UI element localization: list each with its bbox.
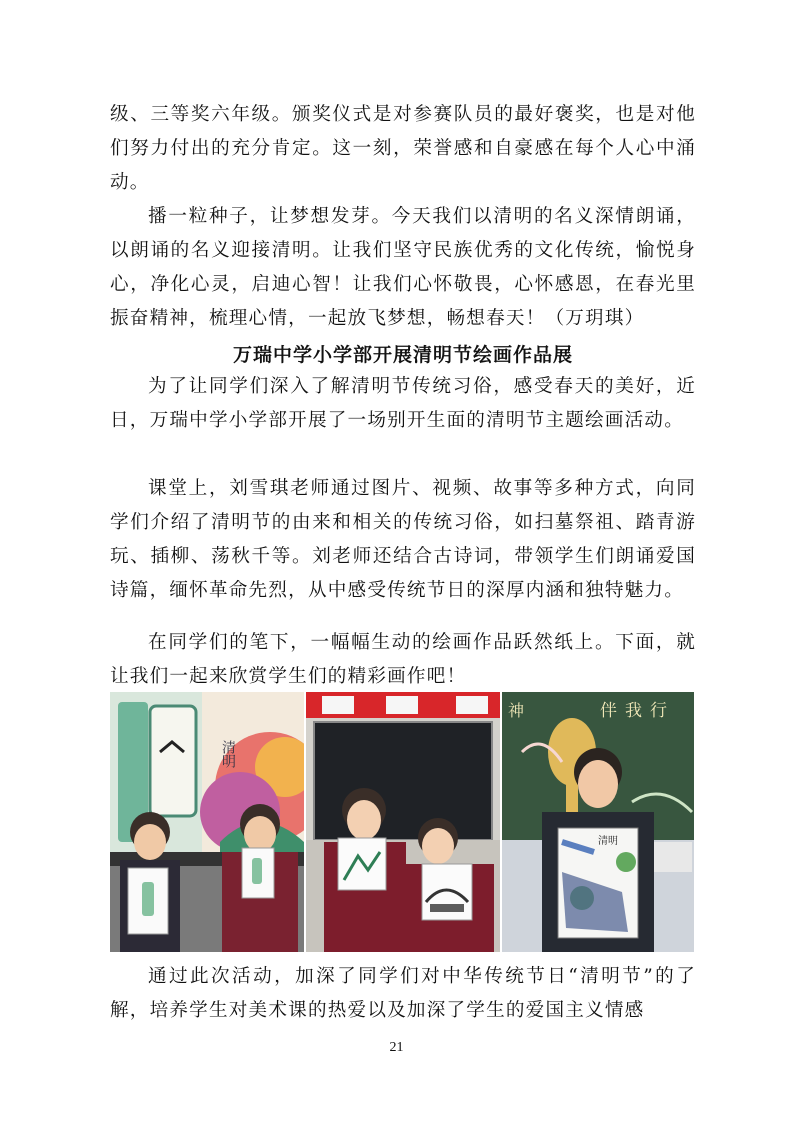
photo-boy-chalkboard-image xyxy=(502,692,694,952)
paragraph-continued: 级、三等奖六年级。颁奖仪式是对参赛队员的最好褒奖，也是对他们努力付出的充分肯定。这一刻，荣誉感和自豪感在每个人心中涌动。 xyxy=(110,104,696,193)
photo-two-boys-image xyxy=(110,692,304,952)
photo-two-girls xyxy=(306,692,500,952)
sign-text-1: 清明 xyxy=(220,740,236,768)
paragraph-conclusion: 通过此次活动，加深了同学们对中华传统节日“清明节”的了解，培养学生对美术课的热爱以及加深了学生的爱国主义情感 xyxy=(110,966,696,1021)
paragraph-classroom: 课堂上，刘雪琪老师通过图片、视频、故事等多种方式，向同学们介绍了清明节的由来和相关的传统习俗，如扫墓祭祖、踏青游玩、插柳、荡秋千等。刘老师还结合古诗词，带领学生们朗诵爱国诗篇，缅怀革命先烈，从中感受传统节日的深厚内涵和独特魅力。 xyxy=(110,478,696,601)
photo-collage xyxy=(110,692,694,952)
photo-boy-chalkboard xyxy=(502,692,694,952)
photo-two-girls-image xyxy=(306,692,500,952)
paragraph-intro: 为了让同学们深入了解清明节传统习俗，感受春天的美好，近日，万瑞中学小学部开展了一场别开生面的清明节主题绘画活动。 xyxy=(110,376,696,431)
page-number: 21 xyxy=(389,1040,404,1055)
chalkboard-banner: 伴我行 xyxy=(600,701,675,721)
chalkboard-left-text: 神 xyxy=(508,701,525,720)
paragraph-recitation: 播一粒种子，让梦想发芽。今天我们以清明的名义深情朗诵，以朗诵的名义迎接清明。让我们坚守民族优秀的文化传统，愉悦身心，净化心灵，启迪心智！让我们心怀敬畏，心怀感恩，在春光里振奋精神，梳理心情，一起放飞梦想，畅想春天！（万玥琪） xyxy=(110,206,696,329)
drawing-title-text: 清明 xyxy=(598,836,618,847)
section-heading: 万瑞中学小学部开展清明节绘画作品展 xyxy=(232,344,573,366)
photo-two-boys xyxy=(110,692,304,952)
paragraph-artworks: 在同学们的笔下，一幅幅生动的绘画作品跃然纸上。下面，就让我们一起来欣赏学生们的精彩画作吧！ xyxy=(110,632,696,687)
